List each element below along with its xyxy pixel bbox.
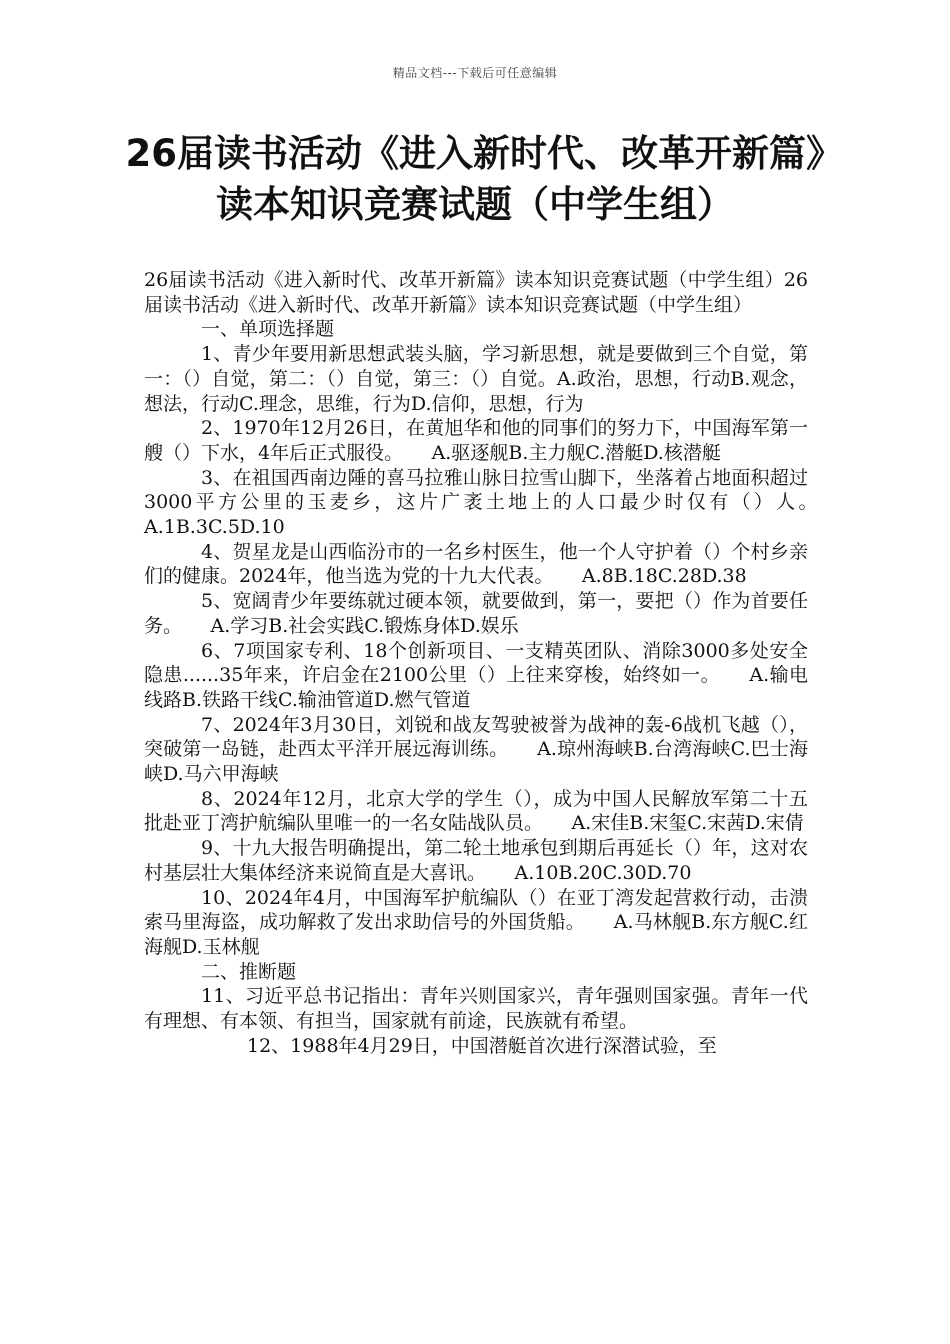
judgment-11: 11、习近平总书记指出：青年兴则国家兴，青年强则国家强。青年一代有理想、有本领、有担当，国家就有前途，民族就有希望。	[144, 985, 808, 1033]
question-8: 8、2024年12月，北京大学的学生（），成为中国人民解放军第二十五批赴亚丁湾护航编队里唯一的一名女陆战队员。 A.宋佳B.宋玺C.宋茜D.宋倩	[144, 787, 808, 835]
question-2: 2、1970年12月26日，在黄旭华和他的同事们的努力下，中国海军第一艘（）下水，4年后正式服役。 A.驱逐舰B.主力舰C.潜艇D.核潜艇	[144, 417, 808, 464]
page-header-note: 精品文档---下载后可任意编辑	[392, 66, 558, 80]
judgment-12: 12、1988年4月29日，中国潜艇首次进行深潜试验，至	[247, 1034, 717, 1057]
section-heading-judgment: 二、推断题	[201, 960, 297, 983]
question-7: 7、2024年3月30日，刘锐和战友驾驶被誉为战神的轰-6战机飞越（），突破第一岛链，赴西太平洋开展远海训练。 A.琼州海峡B.台湾海峡C.巴士海峡D.马六甲海峡	[144, 713, 808, 786]
question-9: 9、十九大报告明确提出，第二轮土地承包到期后再延长（）年，这对农村基层壮大集体经济来说简直是大喜讯。 A.10B.20C.30D.70	[144, 837, 808, 884]
question-5: 5、宽阔青少年要练就过硬本领，就要做到，第一，要把（）作为首要任务。 A.学习B.社会实践C.锻炼身体D.娱乐	[144, 590, 808, 637]
question-6: 6、7项国家专利、18个创新项目、一支精英团队、消除3000多处安全隐患......35年来，许启金在2100公里（）上往来穿梭，始终如一。 A.输电线路B.铁路干线C.输油管道D.燃气管道	[144, 639, 808, 711]
question-3: 3、在祖国西南边陲的喜马拉雅山脉日拉雪山脚下，坐落着占地面积超过3000平方公里的玉麦乡，这片广袤土地上的人口最少时仅有（）人。 A.1B.3C.5D.10	[144, 466, 847, 539]
question-4: 4、贺星龙是山西临汾市的一名乡村医生，他一个人守护着（）个村乡亲们的健康。2024年，他当选为党的十九大代表。 A.8B.18C.28D.38	[144, 540, 808, 588]
intro-paragraph: 26届读书活动《进入新时代、改革开新篇》读本知识竞赛试题（中学生组）26届读书活动《进入新时代、改革开新篇》读本知识竞赛试题（中学生组）	[144, 269, 808, 316]
question-1: 1、青少年要用新思想武装头脑，学习新思想，就是要做到三个自觉，第一：（）自觉，第二：（）自觉，第三：（）自觉。A.政治，思想，行动B.观念，想法，行动C.理念，思维，行为D.信仰，思想，行为	[144, 343, 808, 415]
question-10: 10、2024年4月，中国海军护航编队（）在亚丁湾发起营救行动，击溃索马里海盗，成功解救了发出求助信号的外国货船。 A.马林舰B.东方舰C.红海舰D.玉林舰	[144, 886, 808, 958]
section-heading-single-choice: 一、单项选择题	[201, 318, 335, 341]
document-title: 26届读书活动《进入新时代、改革开新篇》读本知识竞赛试题（中学生组）	[125, 132, 825, 226]
document-body	[144, 268, 847, 1059]
